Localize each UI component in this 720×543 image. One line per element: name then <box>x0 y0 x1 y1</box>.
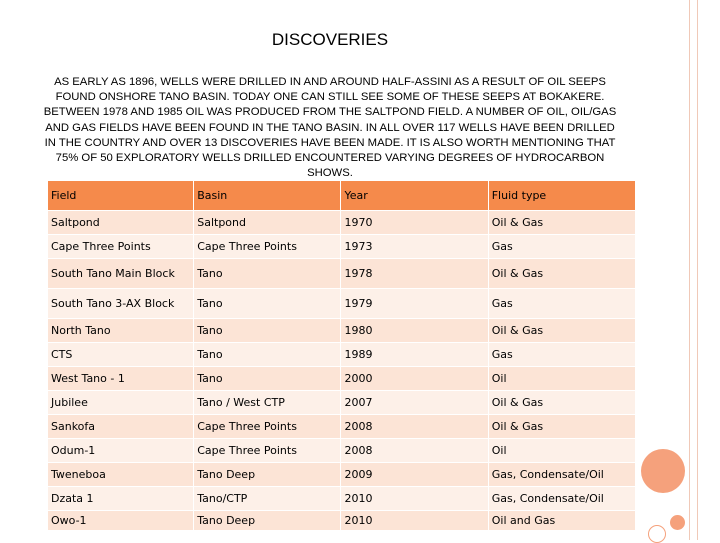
cell-basin: Tano <box>194 343 341 367</box>
table-row <box>48 463 636 487</box>
header-field: Field <box>48 181 194 211</box>
cell-field: CTS <box>48 343 194 367</box>
cell-fluid-type: Oil & Gas <box>488 319 635 343</box>
cell-field: South Tano Main Block <box>48 259 194 289</box>
cell-field: Owo-1 <box>48 511 194 531</box>
cell-year: 2007 <box>341 391 488 415</box>
cell-field: Jubilee <box>48 391 194 415</box>
cell-fluid-type: Oil & Gas <box>488 259 635 289</box>
cell-field: Odum-1 <box>48 439 194 463</box>
cell-field: Saltpond <box>48 211 194 235</box>
cell-basin: Tano/CTP <box>194 487 341 511</box>
cell-basin: Tano Deep <box>194 463 341 487</box>
decorative-side-rail <box>689 0 698 540</box>
cell-field: North Tano <box>48 319 194 343</box>
cell-fluid-type: Oil & Gas <box>488 211 635 235</box>
cell-fluid-type: Oil and Gas <box>488 511 635 531</box>
cell-field: Cape Three Points <box>48 235 194 259</box>
table-row <box>48 367 636 391</box>
cell-basin: Tano <box>194 289 341 319</box>
cell-basin: Tano Deep <box>194 511 341 531</box>
table-row <box>48 235 636 259</box>
cell-year: 2010 <box>341 487 488 511</box>
table-row <box>48 211 636 235</box>
slide-title: DISCOVERIES <box>271 30 389 49</box>
intro-paragraph: AS EARLY AS 1896, WELLS WERE DRILLED IN AND AROUND HALF-ASSINI AS A RESULT OF OIL SEEPS FOUND ONSHORE TANO BASIN. TODAY ONE CAN STILL SEE SOME OF THESE SEEPS AT BOKAKERE. BETWEEN 1978 AND 1985 OIL WAS PRODUCED FROM THE SALTPOND FIELD. A NUMBER OF OIL, OIL/GAS AND GAS FIELDS HAVE BEEN FOUND IN THE TANO BASIN. IN ALL OVER 117 WELLS HAVE BEEN DRILLED IN THE COUNTRY AND OVER 13 DISCOVERIES HAVE BEEN MADE. IT IS ALSO WORTH MENTIONING THAT 75% OF 50 EXPLORATORY WELLS DRILLED ENCOUNTERED VARYING DEGREES OF HYDROCARBON SHOWS. <box>43 76 617 180</box>
table-header-row <box>48 181 636 211</box>
table-row <box>48 415 636 439</box>
cell-fluid-type: Gas, Condensate/Oil <box>488 487 635 511</box>
cell-field: Tweneboa <box>48 463 194 487</box>
cell-year: 1979 <box>341 289 488 319</box>
cell-basin: Tano <box>194 319 341 343</box>
cell-fluid-type: Gas <box>488 289 635 319</box>
table-row <box>48 343 636 367</box>
table-row <box>48 511 636 531</box>
cell-basin: Tano / West CTP <box>194 391 341 415</box>
cell-basin: Cape Three Points <box>194 439 341 463</box>
cell-year: 2010 <box>341 511 488 531</box>
cell-year: 2009 <box>341 463 488 487</box>
cell-fluid-type: Gas <box>488 235 635 259</box>
cell-year: 1973 <box>341 235 488 259</box>
decorative-circle-outline <box>648 525 666 543</box>
cell-basin: Tano <box>194 367 341 391</box>
cell-fluid-type: Oil & Gas <box>488 391 635 415</box>
cell-fluid-type: Oil <box>488 439 635 463</box>
cell-field: South Tano 3-AX Block <box>48 289 194 319</box>
table-row <box>48 319 636 343</box>
discoveries-table <box>47 180 636 531</box>
cell-field: West Tano - 1 <box>48 367 194 391</box>
cell-basin: Saltpond <box>194 211 341 235</box>
cell-year: 2008 <box>341 415 488 439</box>
header-basin: Basin <box>194 181 341 211</box>
table-row <box>48 289 636 319</box>
decorative-circle-small <box>670 515 685 530</box>
header-year: Year <box>341 181 488 211</box>
cell-year: 1978 <box>341 259 488 289</box>
cell-fluid-type: Gas, Condensate/Oil <box>488 463 635 487</box>
cell-field: Sankofa <box>48 415 194 439</box>
cell-year: 1989 <box>341 343 488 367</box>
cell-fluid-type: Gas <box>488 343 635 367</box>
table-row <box>48 259 636 289</box>
cell-year: 1980 <box>341 319 488 343</box>
cell-field: Dzata 1 <box>48 487 194 511</box>
header-fluid-type: Fluid type <box>488 181 635 211</box>
cell-basin: Cape Three Points <box>194 415 341 439</box>
table-row <box>48 487 636 511</box>
cell-fluid-type: Oil & Gas <box>488 415 635 439</box>
table-row <box>48 439 636 463</box>
cell-fluid-type: Oil <box>488 367 635 391</box>
decorative-circle-large <box>641 449 685 493</box>
cell-basin: Tano <box>194 259 341 289</box>
cell-year: 1970 <box>341 211 488 235</box>
table-row <box>48 391 636 415</box>
cell-year: 2000 <box>341 367 488 391</box>
cell-basin: Cape Three Points <box>194 235 341 259</box>
cell-year: 2008 <box>341 439 488 463</box>
